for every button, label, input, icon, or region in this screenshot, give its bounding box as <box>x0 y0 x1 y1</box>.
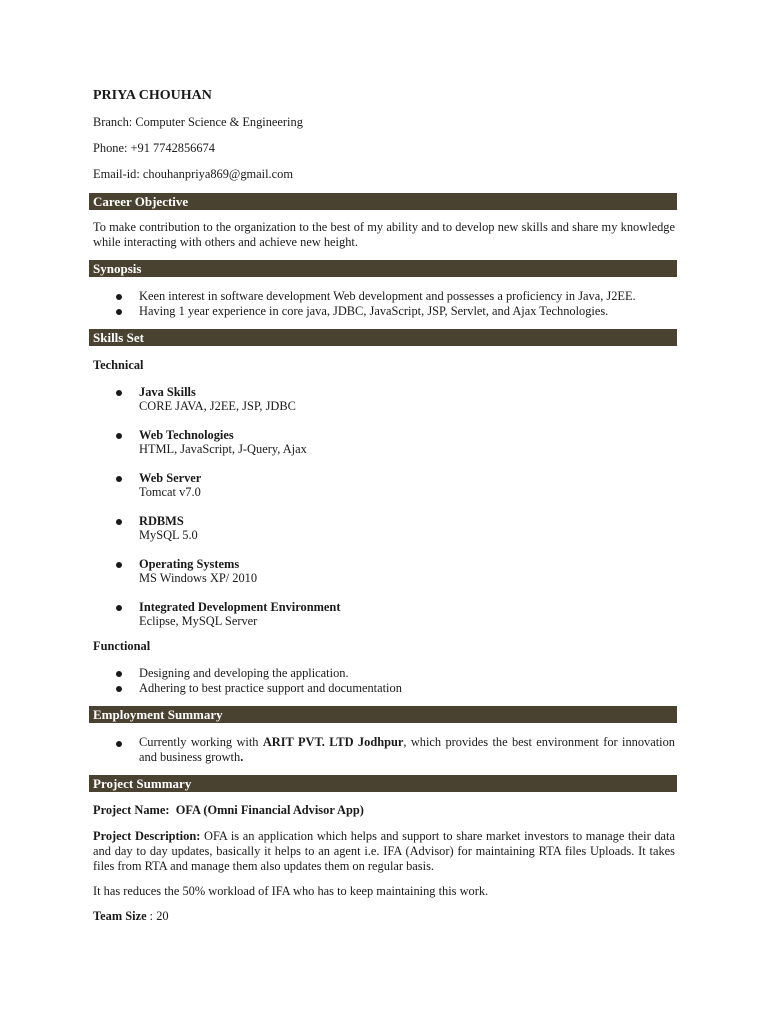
bullet-icon <box>116 294 122 300</box>
skill-heading: Web Technologies <box>139 428 234 442</box>
synopsis-item: Having 1 year experience in core java, JDBC, JavaScript, JSP, Servlet, and Ajax Technologies. <box>139 304 609 318</box>
skill-detail: HTML, JavaScript, J-Query, Ajax <box>139 442 307 456</box>
skill-detail: Eclipse, MySQL Server <box>139 614 258 628</box>
skill-detail: CORE JAVA, J2EE, JSP, JDBC <box>139 399 296 413</box>
employment-heading: Employment Summary <box>89 706 677 723</box>
bullet-icon <box>116 433 122 439</box>
synopsis-heading: Synopsis <box>89 260 677 277</box>
bullet-icon <box>116 476 122 482</box>
bullet-icon <box>116 671 122 677</box>
skill-detail: MySQL 5.0 <box>139 528 198 542</box>
employment-text: Currently working with ARIT PVT. LTD Jodhpur, which provides the best environment for innovation and business growth. <box>139 735 676 764</box>
skill-heading: Operating Systems <box>139 557 240 571</box>
project-heading: Project Summary <box>89 775 677 792</box>
project-name: Project Name: OFA (Omni Financial Advisor App) <box>93 803 364 817</box>
skill-heading: Web Server <box>139 471 202 485</box>
synopsis-item: Keen interest in software development Web development and possesses a proficiency in Java, J2EE. <box>139 289 636 303</box>
project-workload: It has reduces the 50% workload of IFA who has to keep maintaining this work. <box>93 884 489 898</box>
skill-detail: Tomcat v7.0 <box>139 485 201 499</box>
functional-item: Adhering to best practice support and documentation <box>139 681 402 695</box>
email-line: Email-id: chouhanpriya869@gmail.com <box>93 167 293 181</box>
skill-detail: MS Windows XP/ 2010 <box>139 571 258 585</box>
phone-line: Phone: +91 7742856674 <box>93 141 215 155</box>
career-objective-heading: Career Objective <box>89 193 677 210</box>
bullet-icon <box>116 309 122 315</box>
skills-heading: Skills Set <box>89 329 677 346</box>
skill-heading: RDBMS <box>139 514 184 528</box>
bullet-icon <box>116 741 122 747</box>
candidate-name: PRIYA CHOUHAN <box>93 88 212 103</box>
bullet-icon <box>116 390 122 396</box>
functional-label: Functional <box>93 639 151 653</box>
functional-item: Designing and developing the application. <box>139 666 349 680</box>
skill-heading: Integrated Development Environment <box>139 600 341 614</box>
branch-line: Branch: Computer Science & Engineering <box>93 115 303 129</box>
bullet-icon <box>116 562 122 568</box>
team-size: Team Size : 20 <box>93 909 169 923</box>
technical-label: Technical <box>93 358 144 372</box>
career-objective-text: To make contribution to the organization to the best of my ability and to develop new skills and share my knowledge while interacting with others and achieve new height. <box>93 220 675 249</box>
bullet-icon <box>116 605 122 611</box>
bullet-icon <box>116 686 122 692</box>
skill-heading: Java Skills <box>139 385 196 399</box>
project-description: Project Description: OFA is an application which helps and support to share market investors to manage their data and day to day updates, basically it helps to an agent i.e. IFA (Advisor) for maintaining RTA files Uploads. It takes files from RTA and manage them also updates them on regular basis. <box>93 829 675 873</box>
bullet-icon <box>116 519 122 525</box>
